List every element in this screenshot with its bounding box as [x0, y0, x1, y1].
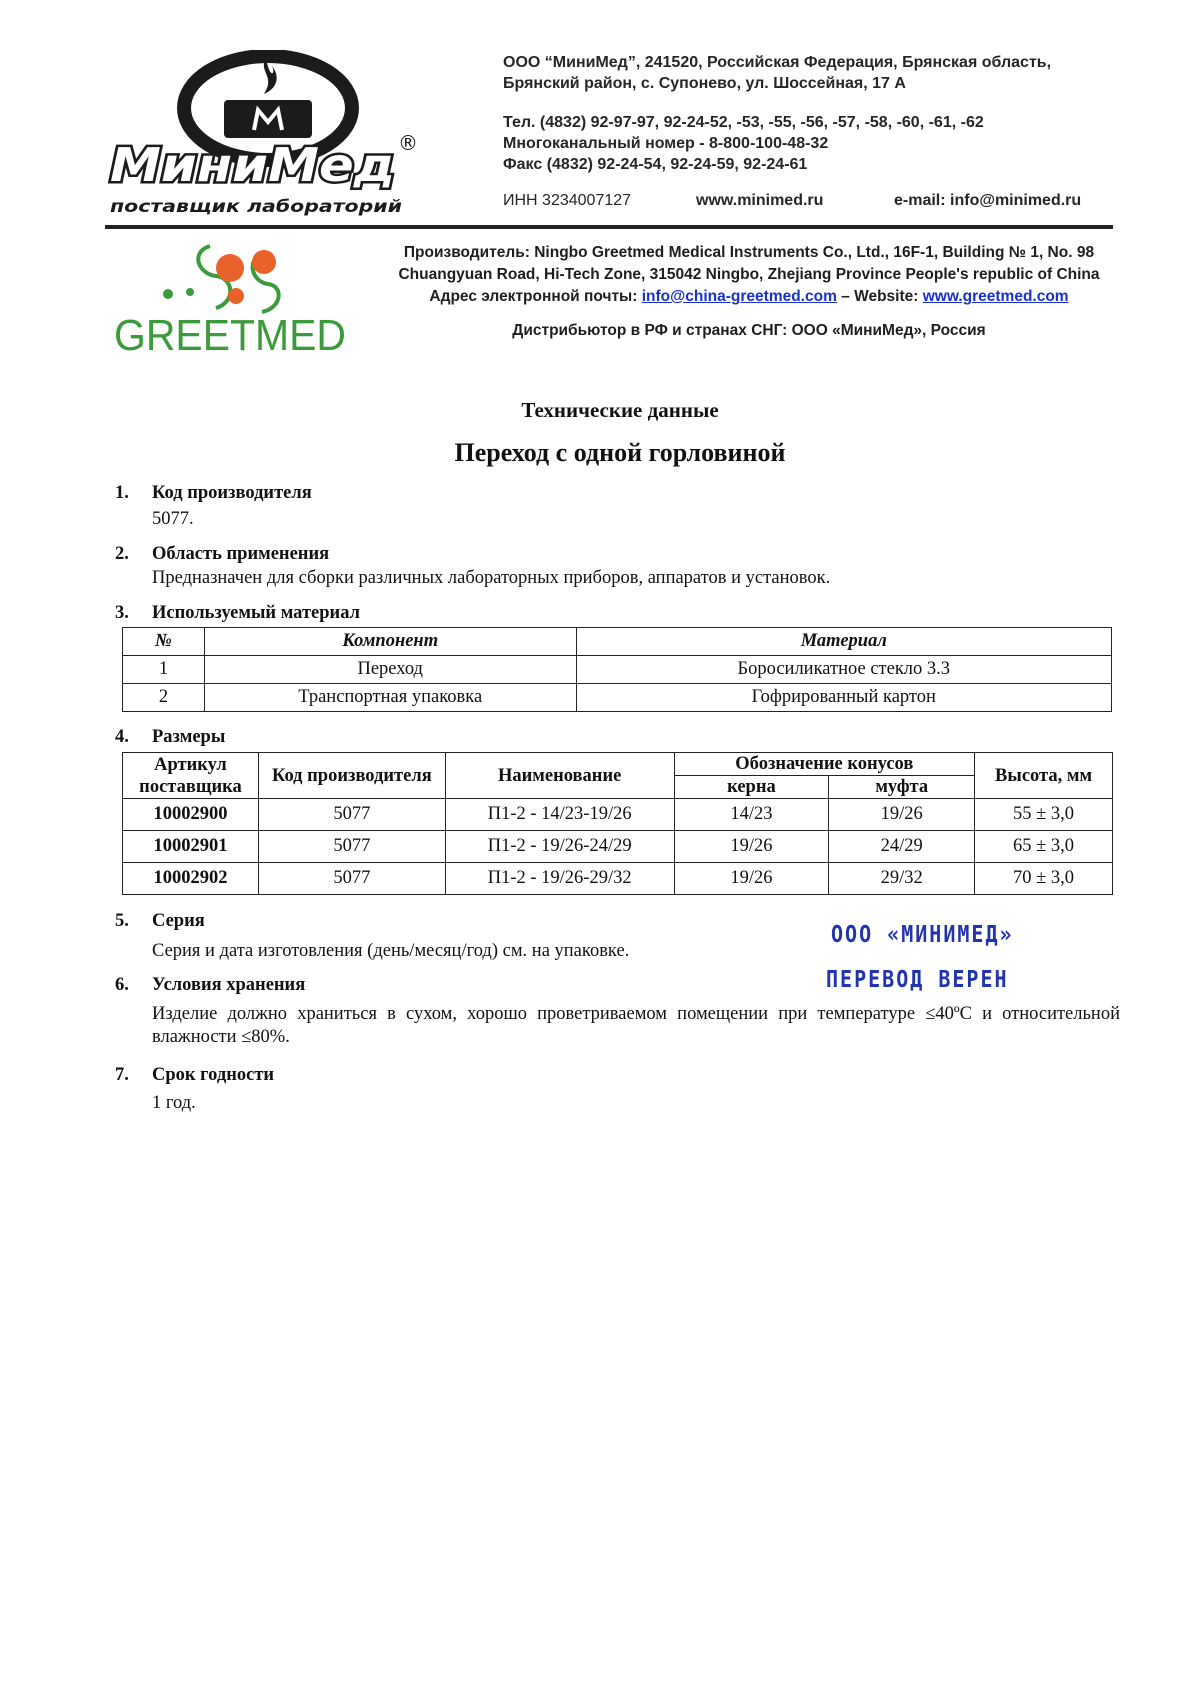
- section-6-number: 6.: [115, 975, 129, 995]
- materials-cell: 2: [123, 684, 205, 712]
- section-4-heading: [115, 727, 225, 748]
- name-cell: П1-2 - 19/26-24/29: [445, 831, 674, 863]
- section-7-text: 1 год.: [152, 1093, 196, 1113]
- header-divider: [105, 225, 1113, 229]
- code-cell: 5077: [258, 799, 445, 831]
- section-5-heading: [115, 911, 205, 932]
- socket-cell: 19/26: [829, 799, 975, 831]
- inn-number: ИНН 3234007127: [503, 192, 632, 209]
- section-2-text: Предназначен для сборки различных лабораторных приборов, аппаратов и установок.: [152, 568, 831, 588]
- table-row: [123, 863, 1113, 895]
- materials-header-row: [123, 628, 1112, 656]
- distributor-line: Дистрибьютор в РФ и странах СНГ: ООО «МиниМед», Россия: [512, 322, 986, 339]
- header-core: керна: [674, 776, 829, 799]
- header-height: Высота, мм: [975, 753, 1113, 799]
- minimed-website: www.minimed.ru: [696, 192, 824, 209]
- manufacturer-email-link[interactable]: info@china-greetmed.com: [641, 288, 837, 305]
- socket-cell: 29/32: [829, 863, 975, 895]
- header-cones: Обозначение конусов: [674, 753, 975, 776]
- table-row: [123, 684, 1112, 712]
- materials-cell: Переход: [204, 656, 576, 684]
- section-4-number: 4.: [115, 727, 129, 747]
- table-row: [123, 831, 1113, 863]
- section-5-title: Серия: [152, 911, 205, 931]
- core-cell: 14/23: [674, 799, 829, 831]
- website-label: – Website:: [836, 288, 923, 305]
- section-3-number: 3.: [115, 603, 129, 623]
- document-title: Переход с одной горловиной: [454, 438, 786, 467]
- materials-header-number: №: [123, 628, 205, 656]
- section-5-number: 5.: [115, 911, 129, 931]
- phone-numbers: Тел. (4832) 92-97-97, 92-24-52, -53, -55, -56, -57, -58, -60, -61, -62: [503, 114, 984, 131]
- section-2-heading: [115, 544, 329, 565]
- height-cell: 65 ± 3,0: [975, 831, 1113, 863]
- manufacturer-block: [384, 242, 1114, 308]
- header-article: Артикул поставщика: [123, 753, 259, 799]
- code-cell: 5077: [258, 863, 445, 895]
- section-7-title: Срок годности: [152, 1065, 275, 1085]
- section-6-title: Условия хранения: [152, 975, 306, 995]
- core-cell: 19/26: [674, 831, 829, 863]
- materials-cell: Гофрированный картон: [576, 684, 1111, 712]
- materials-cell: Транспортная упаковка: [204, 684, 576, 712]
- section-3-heading: [115, 603, 360, 624]
- section-5-text: Серия и дата изготовления (день/месяц/год) см. на упаковке.: [152, 941, 630, 961]
- article-cell: 10002902: [123, 863, 259, 895]
- socket-cell: 24/29: [829, 831, 975, 863]
- table-row: [123, 799, 1113, 831]
- section-2-number: 2.: [115, 544, 129, 564]
- height-cell: 70 ± 3,0: [975, 863, 1113, 895]
- manufacturer-contacts: [384, 286, 1114, 308]
- table-row: [123, 656, 1112, 684]
- materials-header-component: Компонент: [204, 628, 576, 656]
- header-name: Наименование: [445, 753, 674, 799]
- materials-header-material: Материал: [576, 628, 1111, 656]
- document-subtitle: Технические данные: [521, 398, 719, 422]
- fax-numbers: Факс (4832) 92-24-54, 92-24-59, 92-24-61: [503, 156, 808, 173]
- section-1-text: 5077.: [152, 509, 194, 529]
- stamp-line-2: ПЕРЕВОД ВЕРЕН: [826, 965, 1009, 993]
- registered-mark: ®: [398, 131, 418, 155]
- materials-cell: 1: [123, 656, 205, 684]
- name-cell: П1-2 - 19/26-29/32: [445, 863, 674, 895]
- section-6-heading: [115, 975, 305, 996]
- header-code: Код производителя: [258, 753, 445, 799]
- core-cell: 19/26: [674, 863, 829, 895]
- stamp-line-1: ООО «МИНИМЕД»: [831, 920, 1014, 948]
- company-address-line-2: Брянский район, с. Супонево, ул. Шоссейная, 17 А: [503, 75, 906, 92]
- section-1-heading: [115, 483, 312, 504]
- minimed-logo: [108, 50, 438, 220]
- manufacturer-line-1: Производитель: Ningbo Greetmed Medical Instruments Co., Ltd., 16F-1, Building № 1, No. 98: [403, 244, 1095, 261]
- section-4-title: Размеры: [152, 727, 226, 747]
- code-cell: 5077: [258, 831, 445, 863]
- section-7-number: 7.: [115, 1065, 129, 1085]
- minimed-contact-block: [503, 52, 1123, 175]
- company-address-line-1: ООО “МиниМед”, 241520, Российская Федерация, Брянская область,: [503, 54, 1052, 71]
- height-cell: 55 ± 3,0: [975, 799, 1113, 831]
- materials-cell: Боросиликатное стекло 3.3: [576, 656, 1111, 684]
- email-label: Адрес электронной почты:: [429, 288, 642, 305]
- name-cell: П1-2 - 14/23-19/26: [445, 799, 674, 831]
- section-2-title: Область применения: [152, 544, 330, 564]
- dimensions-header-row-1: [123, 753, 1113, 776]
- section-1-number: 1.: [115, 483, 129, 503]
- section-7-heading: [115, 1065, 274, 1086]
- greetmed-wordmark: GREETMED: [114, 311, 346, 358]
- materials-table: [122, 627, 1112, 712]
- article-cell: 10002900: [123, 799, 259, 831]
- section-6-text: Изделие должно храниться в сухом, хорошо проветриваемом помещении при температуре ≤40ºС и относительной влажности ≤80%.: [152, 1004, 1120, 1047]
- greetmed-logo: [112, 238, 348, 358]
- dimensions-table: [122, 752, 1113, 895]
- section-3-title: Используемый материал: [152, 603, 360, 623]
- minimed-wordmark: МиниМед: [110, 138, 395, 192]
- header-socket: муфта: [829, 776, 975, 799]
- section-1-title: Код производителя: [152, 483, 312, 503]
- minimed-email: e-mail: info@minimed.ru: [894, 192, 1082, 209]
- minimed-tagline: поставщик лабораторий: [110, 197, 403, 217]
- multichannel-number: Многоканальный номер - 8-800-100-48-32: [503, 135, 829, 152]
- manufacturer-line-2: Chuangyuan Road, Hi-Tech Zone, 315042 Ningbo, Zhejiang Province People's republic of China: [398, 266, 1100, 283]
- manufacturer-website-link[interactable]: www.greetmed.com: [922, 288, 1069, 305]
- article-cell: 10002901: [123, 831, 259, 863]
